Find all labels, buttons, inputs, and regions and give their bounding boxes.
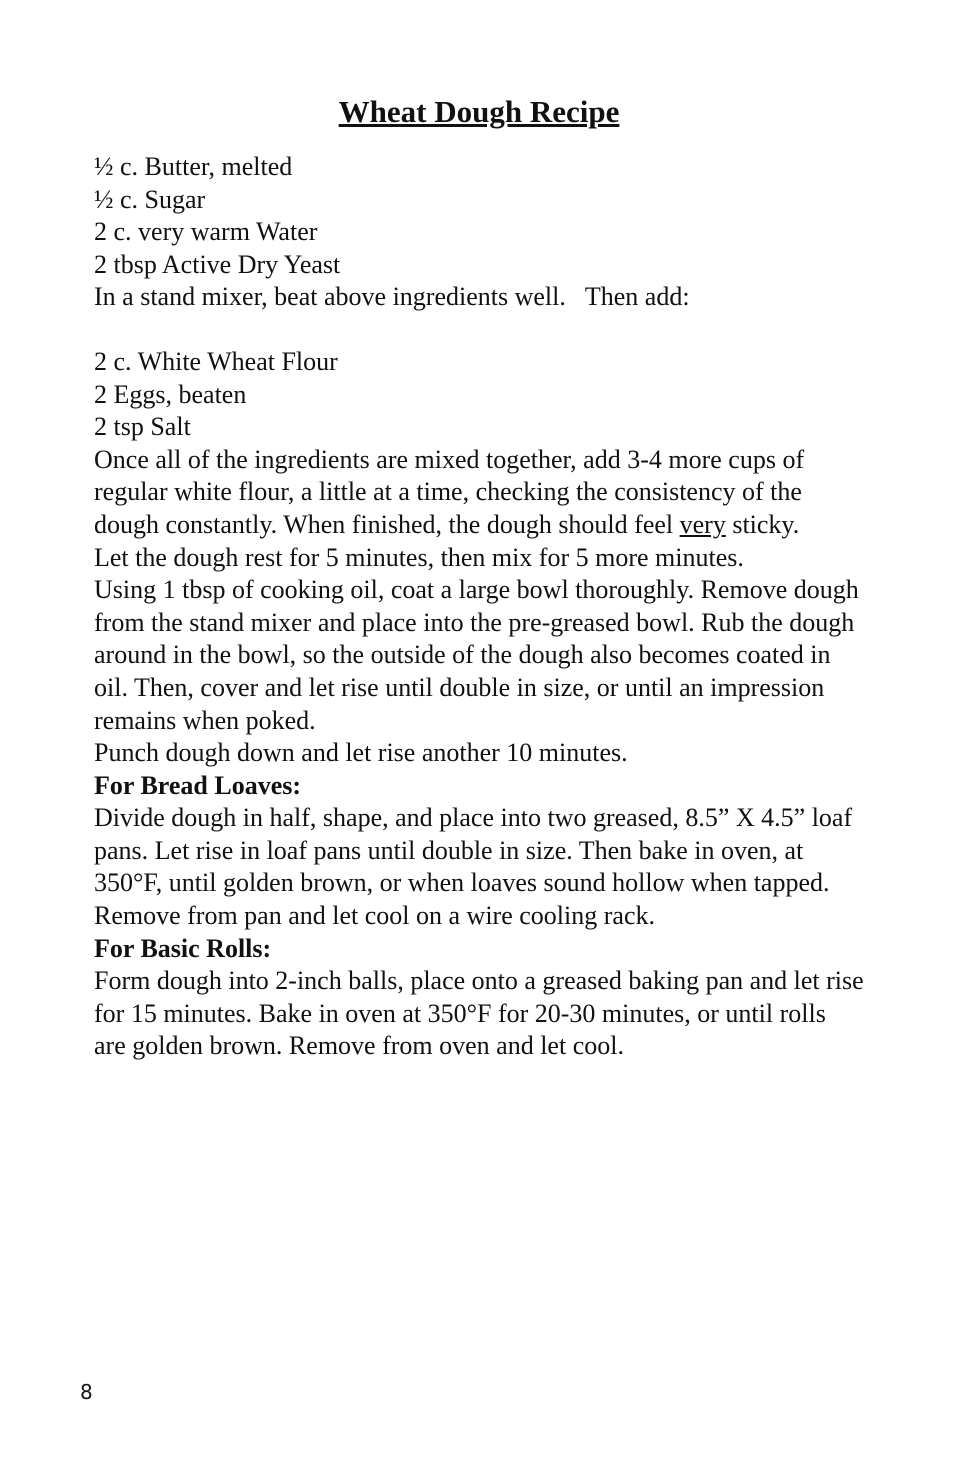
paragraph-mix-end: sticky.: [725, 509, 800, 539]
paragraph-basic-rolls: Form dough into 2-inch balls, place onto a greased baking pan and let rise for 15 minutes. Bake in oven at 350°F for 20-30 minutes, or until rolls are golden brown. Remove from oven and let cool.: [94, 966, 864, 1061]
page-number: 8: [80, 1380, 93, 1404]
heading-basic-rolls: For Basic Rolls:: [94, 933, 272, 963]
ingredient-list-1: [94, 151, 864, 281]
ingredient-item: 2 tsp Salt: [94, 412, 191, 442]
paragraph-rest: Let the dough rest for 5 minutes, then mix for 5 more minutes.: [94, 542, 744, 572]
ingredient-item: ½ c. Sugar: [94, 184, 206, 214]
heading-bread-loaves: For Bread Loaves:: [94, 770, 302, 800]
paragraph-oil-bowl: Using 1 tbsp of cooking oil, coat a large bowl thoroughly. Remove dough from the stand mixer and place into the pre-greased bowl. Rub the dough around in the bowl, so the outside of the dough also becomes coated in oil. Then, cover and let rise until double in size, or until an impression remains when poked.: [94, 575, 859, 735]
recipe-page: [94, 92, 864, 1063]
page-title: Wheat Dough Recipe: [338, 94, 620, 129]
paragraph-punch-down: Punch dough down and let rise another 10 minutes.: [94, 738, 628, 768]
ingredient-item: 2 c. very warm Water: [94, 217, 318, 247]
ingredient-item: 2 c. White Wheat Flour: [94, 346, 338, 376]
ingredient-item: 2 tbsp Active Dry Yeast: [94, 249, 341, 279]
ingredient-item: 2 Eggs, beaten: [94, 379, 247, 409]
emphasis-very: very: [679, 509, 726, 539]
paragraph-mix-flour: [94, 444, 864, 542]
instruction-then-add: In a stand mixer, beat above ingredients well. Then add:: [94, 282, 690, 312]
ingredient-item: ½ c. Butter, melted: [94, 152, 293, 181]
paragraph-mix-text: Once all of the ingredients are mixed together, add 3-4 more cups of regular white flour, a little at a time, checking the consistency of the dough constantly. When finished, the dough should feel: [94, 444, 805, 539]
paragraph-bread-loaves: Divide dough in half, shape, and place into two greased, 8.5” X 4.5” loaf pans. Let rise in loaf pans until double in size. Then bake in oven, at 350°F, until golden brown, or when loaves sound hollow when tapped. Remove from pan and let cool on a wire cooling rack.: [94, 803, 853, 931]
ingredient-list-2: [94, 346, 864, 444]
